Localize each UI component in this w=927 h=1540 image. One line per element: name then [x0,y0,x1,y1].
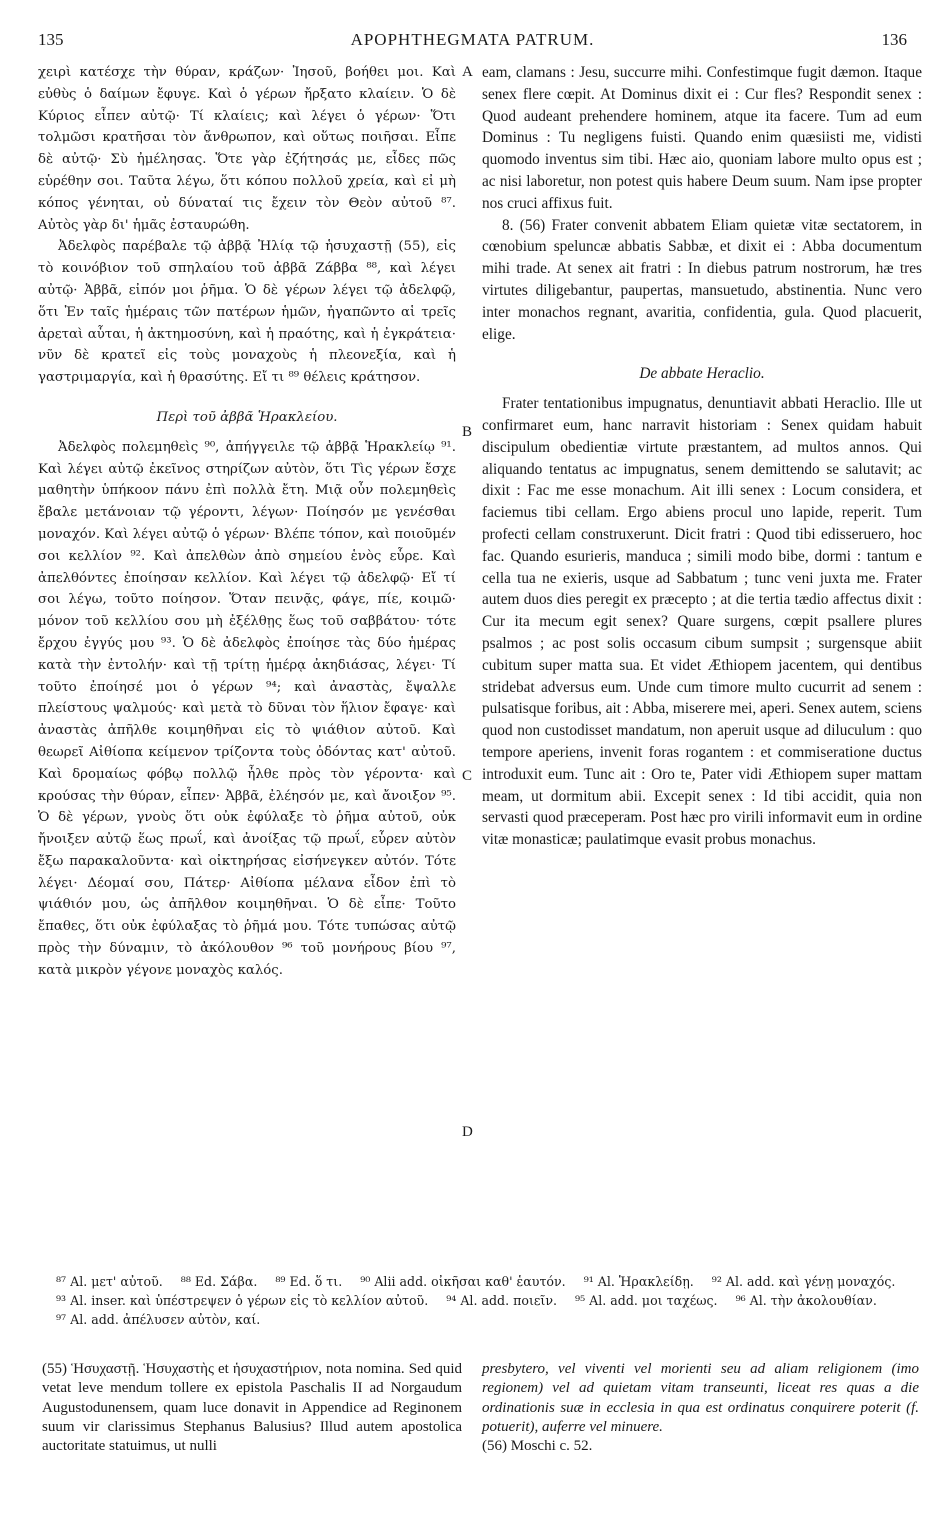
running-head [38,30,907,56]
greek-section-title: Περὶ τοῦ ἀββᾶ Ἡρακλείου. [156,409,338,425]
footnote: ⁸⁹ Ed. ὅ τι. [275,1274,343,1289]
footnote: ⁹¹ Al. Ἡρακλείδῃ. [583,1274,694,1289]
page-title: APOPHTHEGMATA PATRUM. [350,30,595,49]
latin-paragraph: Frater tentationibus impugnatus, denuntiavit abbati Heraclio. Ille ut confirmaret eum, hanc narravit historiam : Senex quidam habuit discipulum obedientiæ virtute præstantem, ad multos annos. Qui aliquando tentatus ac impugnatus, senem demittendo se salutavit; ac dixit : Fac me esse monachum. Ait illi senex : Locum considera, et faciemus tibi cellam. Ergo abiens procul uno lapide, reperit. Tum profecti cellam construxerunt. Dicit fratri : Quod tibi edisseruero, hoc fac. Quando esurieris, manduca ; simili modo bibe, dormi : tantum e cella tua ne exieris, usque ad Sabbatum ; tunc veni juxta me. Frater autem duos dies peregit ex præcepto ; at die tertia tædio affectus dixit : Cur ita mecum egit senex? Quare surgens, cœpit psallere plures psalmos ; ac post solis occasum cibum sumpsit ; surgensque abiit cubitum super matta sua. Et videt Æthiopem jacentem, qui dentibus stridebat adversus eum. Unde cum timore multo cucurrit ad senem : pulsatisque foribus, ait : Abba, miserere mei, aperi. Senex autem, sciens quod non custodisset mandatum, non aperuit usque ad diluculum : quo tempore aperiens, invenit foras rogantem : et commiseratione ductus introduxit eum. Tunc ait : Oro te, Pater vidi Æthiopem super mattam meam, ut dormitum abii. Excepit senex : Id tibi accidit, quia non servasti quod præceperam. Post hæc pro virili informavit eum in ordine vitæ monasticæ; paulatimque evasit probus monachus. [482,395,922,849]
footnote: ⁸⁷ Al. μετ' αὐτοῦ. [56,1274,163,1289]
greek-paragraph: Ἀδελφὸς παρέβαλε τῷ ἀββᾷ Ἠλίᾳ τῷ ἡσυχαστῇ (55), εἰς τὸ κοινόβιον τοῦ σπηλαίου τοῦ ἀββᾶ Ζάββα ⁸⁸, καὶ λέγει αὐτῷ· Ἀββᾶ, εἰπόν μοι ῥῆμα. Ὁ δὲ γέρων λέγει τῷ ἀδελφῷ, ὅτι Ἐν ταῖς ἡμέραις τῶν πατέρων ἡμῶν, ἠγαπῶντο αἱ τρεῖς ἀρεταὶ αὗται, ἡ ἀκτημοσύνη, καὶ ἡ πραότης, καὶ ἡ ἐγκράτεια· νῦν δὲ κρατεῖ εἰς τοὺς μοναχοὺς ἡ πλεονεξία, καὶ ἡ γαστριμαργία, καὶ ἡ θρασύτης. Εἴ τι ⁸⁹ θέλεις κράτησον. [38,239,456,386]
latin-section-title: De abbate Heraclio. [639,365,765,383]
editor-note-right-extra: (56) Moschi c. 52. [482,1438,593,1455]
editor-note-left: (55) Ἡσυχαστῇ. Ἡσυχαστὴς et ἡσυχαστήριον, nota nomina. Sed quid vetat leve mendum tollere ex epistola Paschalis II ad Norgaudum Augustodunensem, quam luce donavit in Appendice ad Reginonem suum vir clarissimus Stephanus Balusius? Illud autem apostolica auctoritate statuimus, ut nulli [42,1361,462,1455]
latin-paragraph: eam, clamans : Jesu, succurre mihi. Confestimque fugit dæmon. Itaque senex flere cœpit. At Dominus dixit ei : Cur fles? Respondit senex : Quod audeant prehendere hominem, atque ita facere. Tum ad eum Dominus : Tu negligens fuisti. Quando enim quæsiisti me, vidisti quomodo inventus sim tibi. Hæc aio, quoniam labore multo opus est ; ac nisi laboretur, non potest quis habere Deum suum. Nam ipse propter nos cruci affixus fuit. [482,64,922,212]
page-number-right: 136 [881,30,907,49]
footnote: ⁹⁷ Al. add. ἀπέλυσεν αὐτὸν, καί. [56,1312,261,1327]
greek-paragraph: χειρὶ κατέσχε τὴν θύραν, κράζων· Ἰησοῦ, βοήθει μοι. Καὶ εὐθὺς ὁ δαίμων ἔφυγε. Καὶ ὁ γέρων ἤρξατο κλαίειν. Ὁ δὲ Κύριος εἶπεν αὐτῷ· Τί κλαίεις; καὶ λέγει ὁ γέρων· Ὅτι τολμῶσι κρατῆσαι τὸν ἄνθρωπον, καὶ οὕτως ποιῆσαι. Εἶπε δὲ αὐτῷ· Σὺ ἠμέλησας. Ὅτε γὰρ ἐζήτησάς με, εἶδες πῶς εὑρέθην σοι. Ταῦτα λέγω, ὅτι κόπου πολλοῦ χρεία, καὶ εἰ μὴ κόπος γένηται, οὐ δύναταί τις ἔχειν τὸν Θεὸν αὐτοῦ ⁸⁷. Αὐτὸς γὰρ δι' ἡμᾶς ἐσταυρώθη. [38,65,456,233]
margin-letter-c: C [462,768,473,784]
greek-column [38,62,456,982]
greek-paragraph: Ἀδελφὸς πολεμηθεὶς ⁹⁰, ἀπήγγειλε τῷ ἀββᾷ Ἡρακλείῳ ⁹¹. Καὶ λέγει αὐτῷ ἐκεῖνος στηρίζων αὐτὸν, ὅτι Τὶς γέρων ἔσχε μαθητὴν ὑπήκοον πάνυ ἐπὶ πολλὰ ἔτη. Μιᾷ οὖν πολεμηθεὶς ἔβαλε μετάνοιαν τῷ γέροντι, λέγων· Ποίησόν με γενέσθαι μοναχόν. Καὶ λέγει αὐτῷ ὁ γέρων· Βλέπε τόπον, καὶ ποιοῦμέν σοι κελλίον ⁹². Καὶ ἀπελθὼν ἀπὸ σημείου ἑνὸς εὗρε. Καὶ ἀπελθόντες ἐποίησαν κελλίον. Καὶ λέγει τῷ ἀδελφῷ· Εἴ τί σοι λέγω, τοῦτο ποίησον. Ὅταν πεινᾷς, φάγε, πίε, κοιμῶ· μόνον τοῦ κελλίου σου μὴ ἐξέλθῃς ἕως τοῦ σαββάτου· τότε ἔρχου ἐγγύς μου ⁹³. Ὁ δὲ ἀδελφὸς ἐποίησε τὰς δύο ἡμέρας κατὰ τὴν ἐντολήν· καὶ τῇ τρίτῃ ἡμέρᾳ ἀκηδιάσας, λέγει· Τί τοῦτο ἐποίησέ μοι ὁ γέρων ⁹⁴; καὶ ἀναστὰς, ἔψαλλε πλείστους ψαλμούς· καὶ μετὰ τὸ δῦναι τὸν ἥλιον ἔφαγε· καὶ ἀναστὰς ἀπῆλθε κοιμηθῆναι εἰς τὸ ψιάθιον αὐτοῦ. Καὶ θεωρεῖ Αἰθίοπα κείμενον τρίζοντα τοὺς ὀδόντας κατ' αὐτοῦ. Καὶ δρομαίως φόβῳ πολλῷ ἦλθε πρὸς τὸν γέροντα· καὶ κρούσας τὴν θύραν, εἶπεν· Ἀββᾶ, ἐλέησόν με, καὶ ἄνοιξον ⁹⁵. Ὁ δὲ γέρων, γνοὺς ὅτι οὐκ ἐφύλαξε τὸ ῥῆμα αὐτοῦ, οὐκ ἤνοιξεν αὐτῷ ἕως πρωΐ, καὶ ἀνοίξας τῷ πρωΐ, εὗρεν αὐτὸν ἔξω παρακαλοῦντα· καὶ οἰκτηρήσας εἰσήνεγκεν αὐτόν. Τότε λέγει· Δέομαί σου, Πάτερ· Αἰθίοπα μέλανα εἶδον ἐπὶ τὸ ψιάθιόν μου, ὡς ἀπῆλθον κοιμηθῆναι. Ὁ δὲ εἶπε· Τοῦτο ἔπαθες, ὅτι οὐκ ἐφύλαξας τὸ ῥῆμά μου. Τότε τυπώσας αὐτῷ πρὸς τὴν δύναμιν, τὸ ἀκόλουθον ⁹⁶ τοῦ μονήρους βίου ⁹⁷, κατὰ μικρὸν γέγονε μοναχὸς καλός. [38,439,456,978]
margin-letter-d: D [462,1124,473,1140]
latin-column [482,62,922,851]
margin-letter-b: B [462,424,473,440]
latin-paragraph: 8. (56) Frater convenit abbatem Eliam quietæ vitæ sectatorem, in cœnobium speluncæ abbatis Sabbæ, et dixit ei : Abba documentum mihi trade. At senex ait fratri : In diebus patrum nostrorum, hæ tres virtutes diligebantur, paupertas, mansuetudo, abstinentia. Nunc vero inter monachos regnant, avaritia, confidentia, gula. Quod placuerit, elige. [482,216,922,343]
footnote: ⁹⁰ Alii add. οἰκῆσαι καθ' ἑαυτόν. [360,1274,566,1289]
footnotes [56,1272,918,1329]
margin-letter-a: A [462,64,473,80]
footnote: ⁸⁸ Ed. Σάβα. [180,1274,258,1289]
footnote: ⁹⁴ Al. add. ποιεῖν. [446,1293,558,1308]
page-number-left: 135 [38,30,64,49]
footnote: ⁹⁶ Al. τὴν ἀκολουθίαν. [735,1293,877,1308]
editor-note-right [482,1360,919,1456]
footnote: ⁹³ Al. inser. καὶ ὑπέστρεψεν ὁ γέρων εἰς τὸ κελλίον αὐτοῦ. [56,1293,429,1308]
editor-note-right-text: presbytero, vel viventi vel morienti seu ad aliam religionem (imo regionem) vel ad quietam vitam transeunti, liceat res quas a die ordinationis suæ in ecclesia in qua est ordinatus conquirere poterit (f. potuerit), auferre vel minuere. [482,1361,919,1435]
footnote: ⁹² Al. add. καὶ γένῃ μοναχός. [711,1274,896,1289]
footnote: ⁹⁵ Al. add. μοι ταχέως. [575,1293,718,1308]
